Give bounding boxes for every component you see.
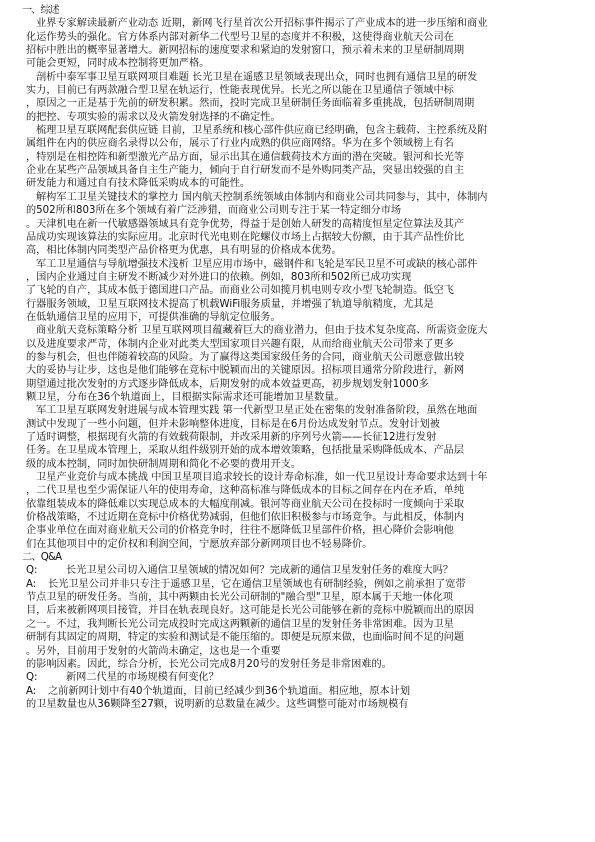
answer-label: A: bbox=[26, 578, 37, 590]
section-heading: 一、综述 bbox=[22, 5, 59, 16]
paragraph-first-line: 商业航天竞标策略分析 卫星互联网项目蕴藏着巨大的商业潜力，但由于技术复杂度高、所需资金庞大 bbox=[36, 325, 488, 337]
paragraph-line: 行器服务领域，卫星互联网技术提高了机载WiFi服务质量，并增强了轨道导航精度，尤其是 bbox=[26, 298, 434, 310]
paragraph-line: 们在其他项目中的定价权和利润空间，宁愿放弃部分新网项目也不轻易降价。 bbox=[26, 538, 373, 550]
question-line-label: Q: bbox=[26, 672, 38, 684]
paragraph-line: 测试中发现了一些小问题，但并未影响整体进度，目标是在6月份达成发射节点。发射计划被 bbox=[26, 418, 440, 430]
paragraph-line: 化运作势头的强化。官方体系内部对新华二代型号卫星的态度并不积极，这使得商业航天公司在 bbox=[26, 31, 454, 43]
paragraph-line: 招标中胜出的概率显著增大。新网招标的速度要求和紧迫的发射窗口，预示着未来的卫星研制周期 bbox=[26, 45, 465, 57]
paragraph-line: 依靠组装成本的降低难以实现总成本的大幅度削减。银河等商业航天公司在投标时一度倾向于采取 bbox=[26, 498, 465, 510]
paragraph-line: 以及进度要求严苛，体制内企业对此类大型国家项目兴趣有限，从而给商业航天公司带来了更多 bbox=[26, 338, 454, 350]
paragraph-first-line: 梳理卫星互联网配套供应链 目前，卫星系统和核心部件供应商已经明确，包含主载荷、主控系统及附 bbox=[36, 125, 488, 137]
paragraph-line: 研发能力和通过自有技术降低采购成本的可能性。 bbox=[26, 178, 251, 190]
paragraph-line: 高，相比体制内同类型产品价格更为优惠，具有明显的价格成本优势。 bbox=[26, 245, 342, 257]
answer-line: 之一。不过，我判断长光公司完成投时完成这两颗新的通信卫星的发射任务非常困难。因为卫星 bbox=[26, 618, 454, 630]
paragraph-line: 企事业单位在面对商业航天公司的价格竞争时，往往不愿降低卫星部件价格，担心降价会影响他 bbox=[26, 525, 454, 537]
paragraph-first-line: 卫星产业竞价与成本挑战 中国卫星项目追求较长的设计寿命标准，如一代卫星设计寿命要求达到十年 bbox=[36, 472, 488, 484]
paragraph-line: ，特别是在相控阵和新型激光产品方面，显示出其在通信载荷技术方面的潜在突破。银河和长光等 bbox=[26, 151, 465, 163]
paragraph-line: 的参与机会，但也伴随着较高的风险。为了赢得这类国家级任务的合同，商业航天公司愿意做出较 bbox=[26, 351, 465, 363]
paragraph-first-line: 解构军工卫星关键技术的掌控力 国内航天控制系统领域由体制内和商业公司共同参与，其中，体制内 bbox=[36, 191, 488, 203]
paragraph-line: 实力，目前已有两款融合型卫星在轨运行，性能表现优异。长光之所以能在卫星通信子领域中标 bbox=[26, 85, 454, 97]
paragraph-first-line: 剖析中泰军事卫星互联网项目难题 长光卫星在遥感卫星领域表现出众，同时也拥有通信卫星的研发 bbox=[36, 71, 478, 83]
paragraph-line: 期望通过批次发射的方式逐步降低成本，后期发射的成本效益更高，初步规划发射1000多 bbox=[26, 378, 429, 390]
paragraph-line: 企业在某些产品领域具备自主生产能力，倾向于自行研发而不是外购同类产品，突显出较强的自主 bbox=[26, 165, 465, 177]
answer-label: A: bbox=[26, 685, 37, 697]
question-line-text: 长光卫星公司切入通信卫星领域的情况如何？完成新的通信卫星发射任务的难度大吗？ bbox=[66, 565, 454, 577]
paragraph-line: 。天津机电在新一代敏感器领域具有竞争优势，得益于是创始人研发的高精度恒星定位算法及其产 bbox=[26, 218, 465, 230]
answer-text: 长光卫星公司并非只专注于遥感卫星，它在通信卫星领域也有研制经验，例如之前承担了宽带 bbox=[48, 578, 466, 590]
answer-line: 的卫星数量也从36颗降至27颗，说明新的总数量在减少。这些调整可能对市场规模有 bbox=[26, 698, 409, 710]
paragraph-line: ，原因之一正是基于先前的研发积累。然而，投时完成卫星研制任务面临着多重挑战，包括研制周期 bbox=[26, 98, 475, 110]
answer-line: 的影响因素。因此，综合分析，长光公司完成8月20号的发射任务是非常困难的。 bbox=[26, 658, 392, 670]
paragraph-line: 品成功实现该算法的实际应用。北京时代光电则在陀螺仪市场上占据较大份额，由于其产品性价比 bbox=[26, 231, 465, 243]
paragraph-first-line: 军工卫星通信与导航增强技术浅析 卫星应用市场中，磁钢件和飞轮是军民卫星不可或缺的核心部件 bbox=[36, 258, 478, 270]
answer-line: 节点卫星的研发任务。当前，其中两颗由长光公司研制的"融合型"卫星，原本属于天地一体化项 bbox=[26, 592, 454, 604]
section-heading: 二、Q&A bbox=[22, 552, 62, 564]
paragraph-line: 在低轨通信卫星的应用下，可提供准确的导航定位服务。 bbox=[26, 311, 281, 323]
question-line-label: Q: bbox=[26, 565, 38, 577]
question-line bbox=[26, 564, 579, 577]
paragraph-line: ，国内企业通过自主研发不断减少对外进口的依赖。例如，803所和502所已成功实现 bbox=[26, 271, 412, 283]
paragraph-line: ，二代卫星也至少需保证八年的使用寿命，这种高标准与降低成本的目标之间存在内在矛盾，单纯 bbox=[26, 485, 465, 497]
paragraph-line: 大的妥协与让步，这也是他们能够在竞标中脱颖而出的关键原因。招标项目通常分阶段进行，新网 bbox=[26, 365, 465, 377]
paragraph-first-line: 业界专家解读最新产业动态 近期，新网飞行星首次公开招标事件揭示了产业成本的进一步压缩和商业 bbox=[36, 18, 488, 30]
paragraph-line: 了飞轮的自产，其成本低于德国进口产品。而商业公司如揽月机电则专攻小型飞轮制造。低空飞 bbox=[26, 285, 454, 297]
answer-line: 。另外，目前用于发射的火箭尚未确定，这也是一个重要 bbox=[26, 645, 281, 657]
question-line bbox=[26, 671, 579, 684]
paragraph-line: 了适时调整，根据现有火箭的有效载荷限制，并改采用新的序列号火箭——长征12进行发射 bbox=[26, 432, 437, 443]
paragraph-line: 的把控、专项实验的需求以及火箭发射选择的不确定性。 bbox=[26, 111, 281, 123]
question-line-text: 新网二代星的市场规模有何变化？ bbox=[66, 672, 219, 684]
answer-line: 目，后来被新网项目接管，并目在轨表现良好。这可能是长光公司能够在新的竞标中脱颖而出的原因 bbox=[26, 605, 475, 617]
paragraph-first-line: 军工卫星互联网发射进展与成本管理实践 第一代新型卫星正处在密集的发射准备阶段，虽然在地面 bbox=[36, 405, 478, 417]
paragraph-line: 颗卫星，分布在36个轨道面上，目根据实际需求还可能增加卫星数量。 bbox=[26, 391, 345, 403]
paragraph-line: 级的成本控制，同时加快研制周期和简化不必要的费用开支。 bbox=[26, 458, 302, 470]
paragraph-line: 属组件在内的供应商名录得以公布，展示了行业内成熟的供应商网络。华为在多个领域榜上有名 bbox=[26, 138, 454, 150]
paragraph-line: 任务。在卫星成本管理上，采取从组件级别开始的成本增效策略，包括批量采购降低成本、产品层 bbox=[26, 445, 465, 457]
answer-line bbox=[26, 685, 579, 698]
paragraph-line: 可能会更短，同时成本控制将更加严格。 bbox=[26, 58, 210, 70]
answer-line: 研制有其固定的周期，特定的实验和测试是不能压缩的。即便是玩原来做，也面临时间不足的问题 bbox=[26, 632, 465, 644]
paragraph-line: 价格战策略，不过近期在竞标中价格优势减弱，但他们依旧积极参与市场竞争。与此相反，体制内 bbox=[26, 512, 465, 524]
paragraph-line: 的502所和803所在多个领域有着广泛涉猎，而商业公司则专注于某一特定细分市场 bbox=[26, 205, 402, 217]
answer-line bbox=[26, 578, 579, 591]
answer-text: 之前新网计划中有40个轨道面，目前已经减少到36个轨道面。相应地，原本计划 bbox=[48, 685, 411, 697]
